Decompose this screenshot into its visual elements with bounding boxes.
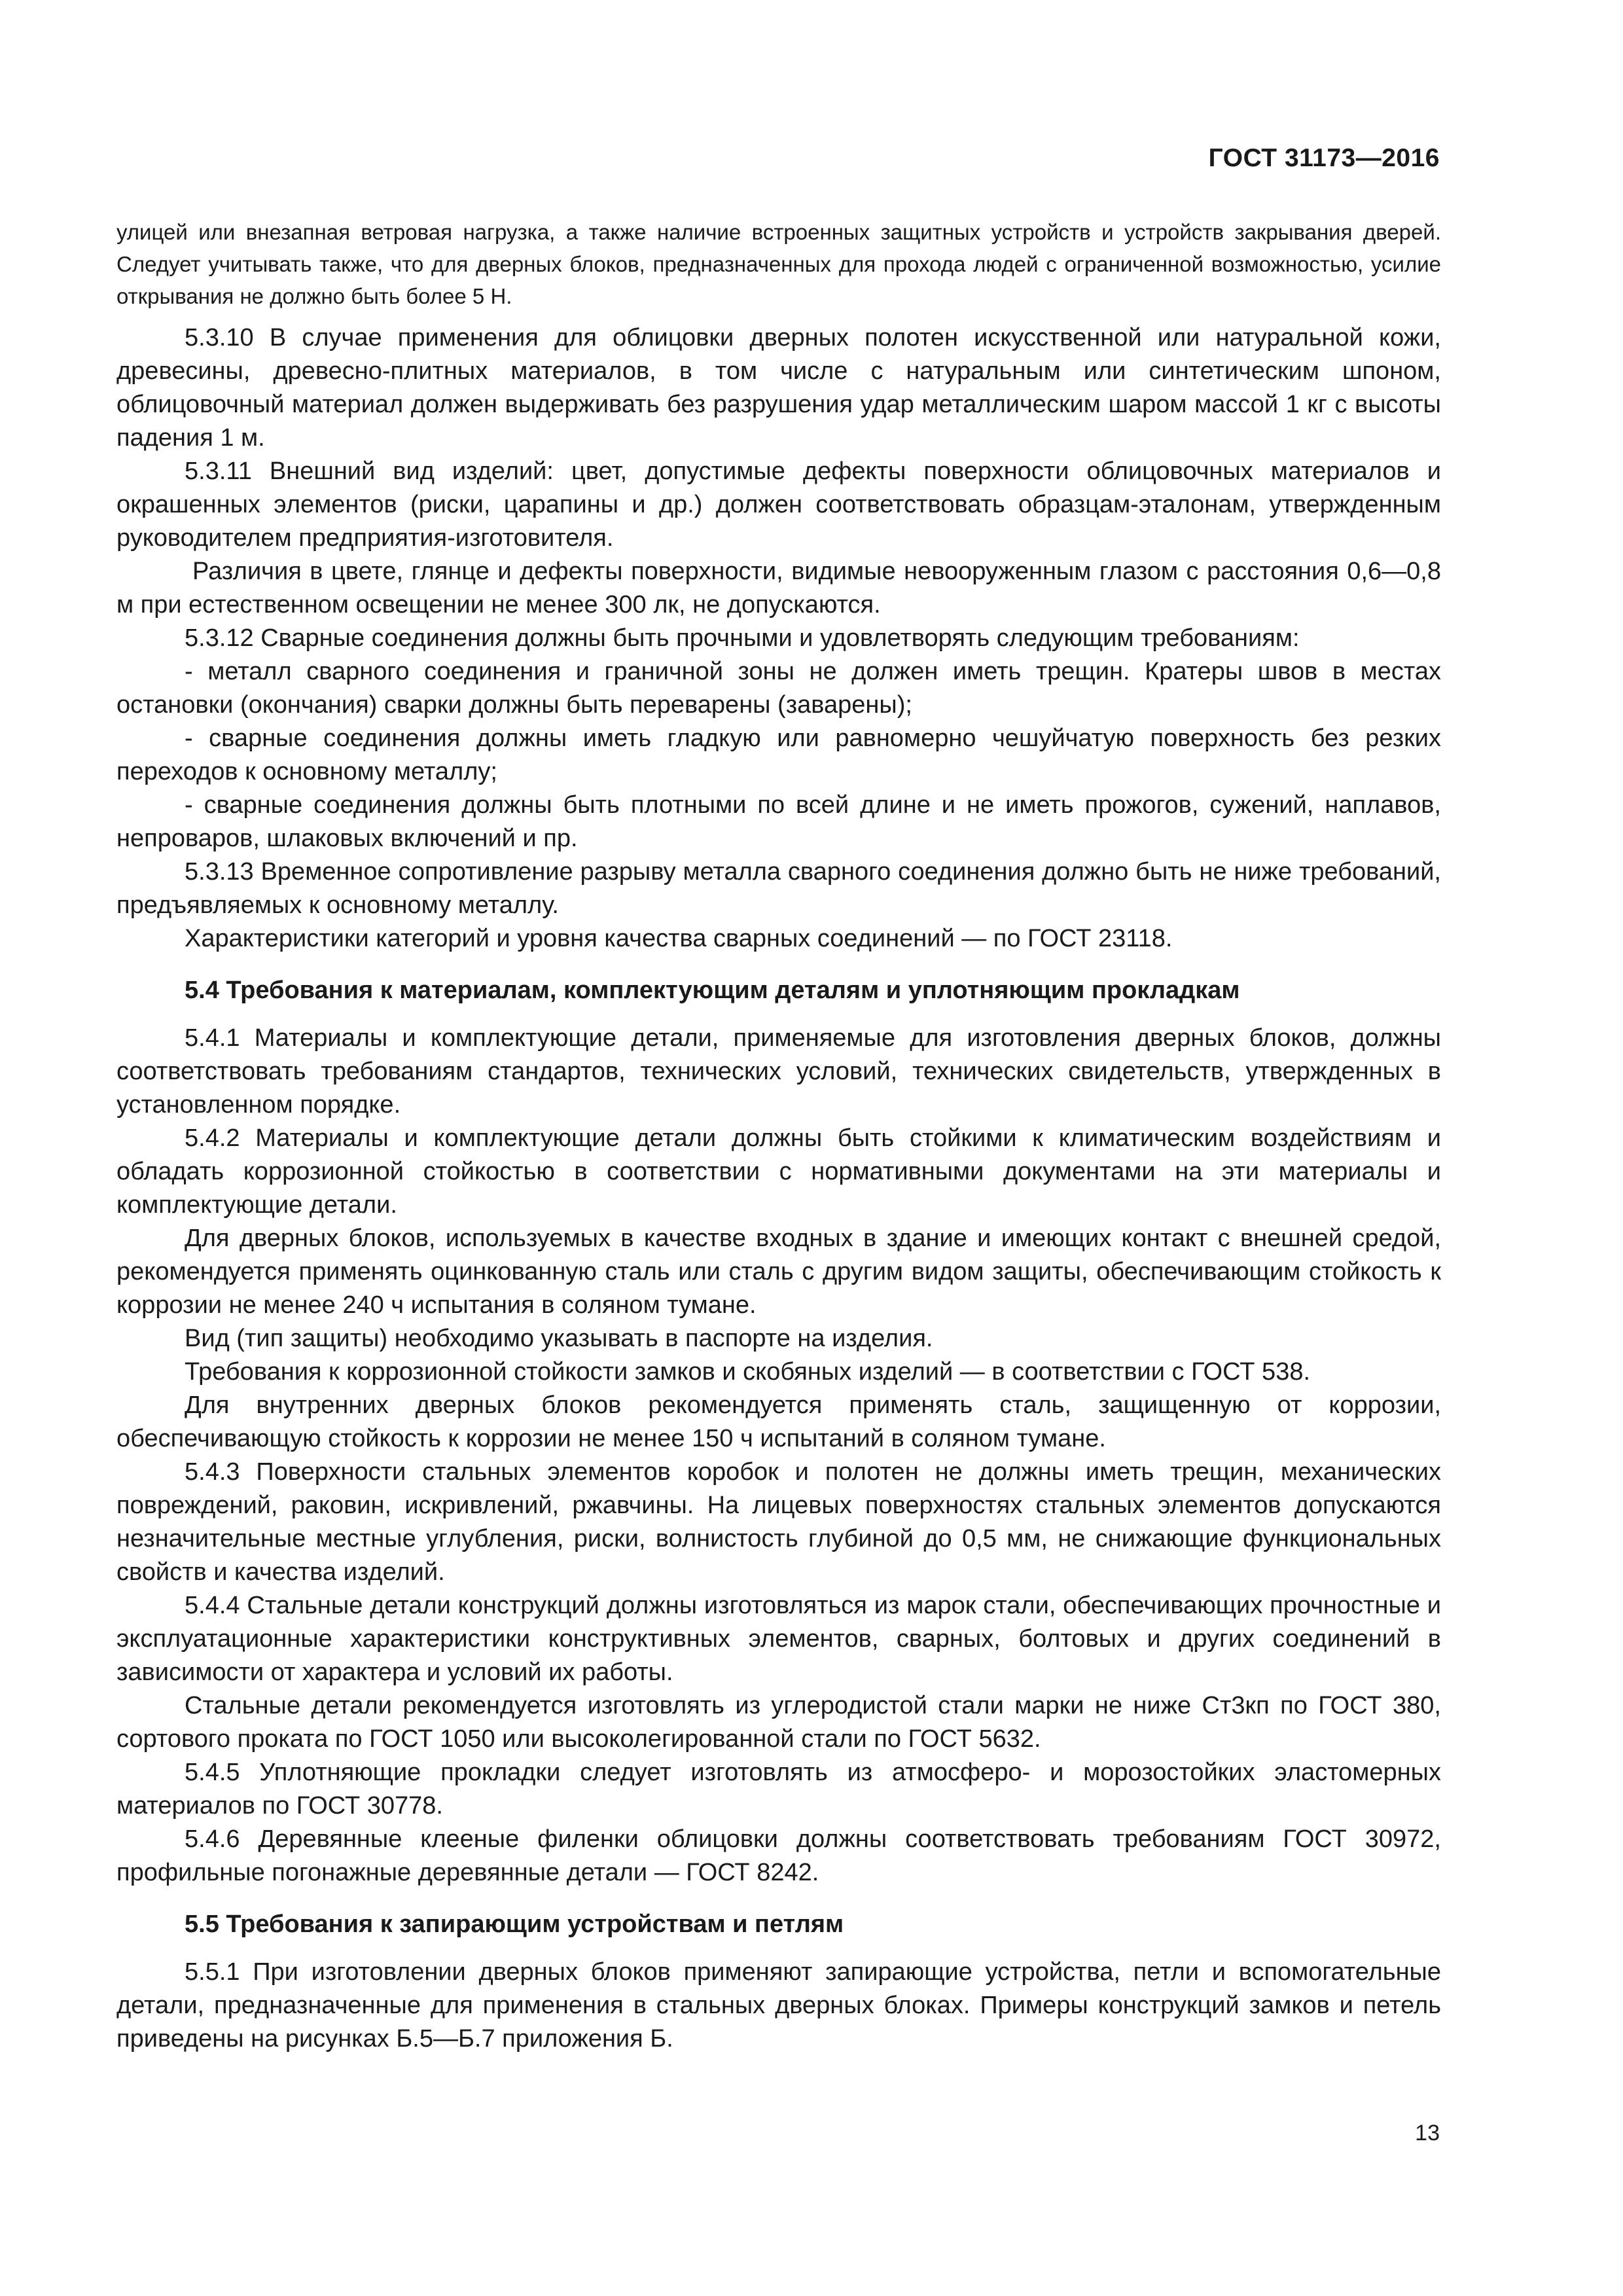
section-heading-5-5: 5.5 Требования к запирающим устройствам и петлям bbox=[185, 1910, 844, 1938]
paragraph-5-3-13: 5.3.13 Временное сопротивление разрыву металла сварного соединения должно быть не ниже требований, предъявляемых к основному металлу. bbox=[116, 858, 1441, 919]
paragraph-internal-doors: Для внутренних дверных блоков рекомендуется применять сталь, защищенную от коррозии, обеспечивающую стойкость к коррозии не менее 150 ч испытаний в соляном тумане. bbox=[116, 1391, 1441, 1452]
document-code: ГОСТ 31173—2016 bbox=[1208, 144, 1440, 172]
paragraph-5-4-6: 5.4.6 Деревянные клееные филенки облицовки должны соответствовать требованиям ГОСТ 30972, профильные погонажные деревянные детали — ГОСТ 8242. bbox=[116, 1825, 1441, 1886]
list-item-weld-surface: - сварные соединения должны иметь гладкую или равномерно чешуйчатую поверхность без резких переходов к основному металлу; bbox=[116, 725, 1441, 785]
paragraph-5-4-2: 5.4.2 Материалы и комплектующие детали должны быть стойкими к климатическим воздействиям и обладать коррозионной стойкостью в соответствии с нормативными документами на эти материалы и комплектующие детали. bbox=[116, 1124, 1441, 1219]
paragraph-5-4-3: 5.4.3 Поверхности стальных элементов коробок и полотен не должны иметь трещин, механических повреждений, раковин, искривлений, ржавчины. На лицевых поверхностях стальных элементов допускаются незначительные местные углубления, риски, волнистость глубиной до 0,5 мм, не снижающие функциональных свойств и качества изделий. bbox=[116, 1458, 1441, 1586]
paragraph-5-5-1: 5.5.1 При изготовлении дверных блоков применяют запирающие устройства, петли и вспомогательные детали, предназначенные для применения в стальных дверных блоках. Примеры конструкций замков и петель приведены на рисунках Б.5—Б.7 приложения Б. bbox=[116, 1958, 1441, 2053]
paragraph-color-differences: Различия в цвете, глянце и дефекты поверхности, видимые невооруженным глазом с расстояния 0,6—0,8 м при естественном освещении не менее 300 лк, не допускаются. bbox=[116, 558, 1441, 619]
paragraph-lock-corrosion: Требования к коррозионной стойкости замков и скобяных изделий — в соответствии с ГОСТ 538. bbox=[185, 1358, 1311, 1386]
paragraph-weld-categories: Характеристики категорий и уровня качества сварных соединений — по ГОСТ 23118. bbox=[185, 925, 1173, 952]
paragraph-steel-grades: Стальные детали рекомендуется изготовлять из углеродистой стали марки не ниже Ст3кп по ГОСТ 380, сортового проката по ГОСТ 1050 или высоколегированной стали по ГОСТ 5632. bbox=[116, 1692, 1441, 1753]
list-item-weld-cracks: - металл сварного соединения и граничной зоны не должен иметь трещин. Кратеры швов в местах остановки (окончания) сварки должны быть переварены (заварены); bbox=[116, 658, 1441, 719]
paragraph-5-3-11: 5.3.11 Внешний вид изделий: цвет, допустимые дефекты поверхности облицовочных материалов и окрашенных элементов (риски, царапины и др.) должен соответствовать образцам-эталонам, утвержденным руководителем предприятия-изготовителя. bbox=[116, 457, 1441, 552]
page-number: 13 bbox=[1415, 2121, 1440, 2145]
paragraph-5-4-1: 5.4.1 Материалы и комплектующие детали, применяемые для изготовления дверных блоков, должны соответствовать требованиям стандартов, технических условий, технических свидетельств, утвержденных в установленном порядке. bbox=[116, 1024, 1441, 1119]
paragraph-5-4-4: 5.4.4 Стальные детали конструкций должны изготовляться из марок стали, обеспечивающих прочностные и эксплуатационные характеристики конструктивных элементов, сварных, болтовых и других соединений в зависимости от характера и условий их работы. bbox=[116, 1592, 1441, 1686]
paragraph-5-3-10: 5.3.10 В случае применения для облицовки дверных полотен искусственной или натуральной кожи, древесины, древесно-плитных материалов, в том числе с натуральным или синтетическим шпоном, облицовочный материал должен выдерживать без разрушения удар металлическим шаром массой 1 кг с высоты падения 1 м. bbox=[116, 324, 1441, 452]
intro-paragraph: улицей или внезапная ветровая нагрузка, а также наличие встроенных защитных устройств и устройств закрывания дверей. Следует учитывать также, что для дверных блоков, предназначенных для прохода людей с ограниченной возможностью, усилие открывания не должно быть более 5 Н. bbox=[116, 220, 1441, 308]
paragraph-5-4-5: 5.4.5 Уплотняющие прокладки следует изготовлять из атмосферо- и морозостойких эластомерных материалов по ГОСТ 30778. bbox=[116, 1759, 1441, 1820]
section-heading-5-4: 5.4 Требования к материалам, комплектующим деталям и уплотняющим прокладкам bbox=[185, 977, 1240, 1004]
list-item-weld-density: - сварные соединения должны быть плотными по всей длине и не иметь прожогов, сужений, наплавов, непроваров, шлаковых включений и пр. bbox=[116, 791, 1441, 852]
paragraph-protection-type: Вид (тип защиты) необходимо указывать в паспорте на изделия. bbox=[185, 1325, 933, 1352]
page-body bbox=[116, 216, 1441, 2056]
paragraph-5-3-12: 5.3.12 Сварные соединения должны быть прочными и удовлетворять следующим требованиям: bbox=[185, 624, 1300, 652]
paragraph-entrance-doors: Для дверных блоков, используемых в качестве входных в здание и имеющих контакт с внешней средой, рекомендуется применять оцинкованную сталь или сталь с другим видом защиты, обеспечивающим стойкость к коррозии не менее 240 ч испытания в соляном тумане. bbox=[116, 1225, 1441, 1319]
